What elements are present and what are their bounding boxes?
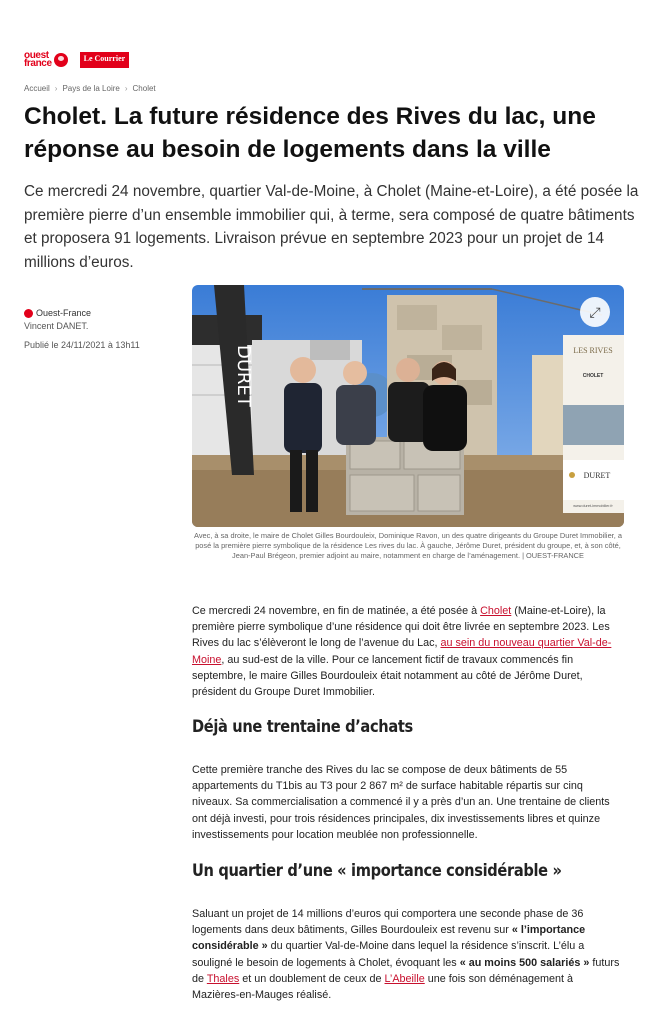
link-thales[interactable]: Thales <box>206 972 240 985</box>
breadcrumb-item-pays-de-la-loire[interactable]: Pays de la Loire <box>62 84 120 93</box>
paragraph-2: Cette première tranche des Rives du lac se compose de deux bâtiments de 55 appartements du T1bis au T3 pour 2 867 m² de surface habitable répartis sur cinq niveaux. Sa commercialisation a commencé il y a près d’un an. Une trentaine de clients ont déjà investi, pour trois résidences principales, dix investissements libres et quinze investissements pour location meublée non professionnelle. <box>192 764 610 841</box>
paragraph-1: Ce mercredi 24 novembre, en fin de matinée, a été posée à Cholet (Maine-et-Loire), la première pierre symbolique d’une résidence qui doit être livrée en septembre 2023. Les Rives du lac s’élèveront le long de l’avenue du Lac, au sein du nouveau quartier Val-de-Moine, au sud-est de la ville. Pour ce lancement fictif de travaux commencés fin septembre, le maire Gilles Bourdouleix était notamment au côté de Jérôme Duret, président du Groupe Duret Immobilier. <box>192 605 612 699</box>
source-name: Ouest-France <box>36 308 92 318</box>
photo-caption: Avec, à sa droite, le maire de Cholet Gilles Bourdouleix, Dominique Ravon, un des quatre dirigeants du Groupe Duret Immobilier, a posé la première pierre symbolique de la résidence Les rives du lac. À gauche, Jérôme Duret, président du groupe, et, à son côté, Jean-Paul Brégeon, premier adjoint au maire, notamment en charge de l’aménagement. | OUEST-FRANCE <box>194 531 622 560</box>
article-source <box>24 307 140 320</box>
author-name[interactable]: Vincent DANET. <box>24 321 89 331</box>
article-photo[interactable] <box>192 285 624 527</box>
link-labeille[interactable]: L’Abeille <box>384 972 425 985</box>
ouest-france-logo-line1: ouest <box>24 50 49 61</box>
paragraph-3: Saluant un projet de 14 millions d’euros qui comportera une seconde phase de 36 logements dans deux bâtiments, Gilles Bourdouleix est revenu sur « l’importance considérable » du quartier Val-de-Moine dans lequel la résidence s’inscrit. L’élu a souligné le besoin de logements à Cholet, évoquant les « au moins 500 salariés » futurs de Thales et un doublement de ceux de L’Abeille une fois son déménagement à Mazières-en-Mauges réalisé. <box>192 908 620 1002</box>
quote-importance: « l’importance considérable » <box>192 924 586 953</box>
sign-title: LES RIVES <box>573 346 613 355</box>
breadcrumb-separator-icon: › <box>124 84 128 93</box>
sign-url: www.duret-immobilier.fr <box>573 504 613 508</box>
sign-brand: DURET <box>583 471 611 480</box>
ouest-france-icon <box>24 309 33 318</box>
duret-banner-text: DURET <box>233 345 254 407</box>
breadcrumb-separator-icon: › <box>54 84 58 93</box>
photo-illustration <box>192 285 624 527</box>
le-courrier-logo[interactable]: Le Courrier <box>80 52 130 68</box>
link-cholet[interactable]: Cholet <box>480 605 512 617</box>
breadcrumb-item-accueil[interactable]: Accueil <box>24 84 50 93</box>
article-meta <box>24 307 140 352</box>
ouest-france-logo-line2: france <box>24 58 52 69</box>
sign-subtitle: CHOLET <box>582 373 604 379</box>
article-lead: Ce mercredi 24 novembre, quartier Val-de-Moine, à Cholet (Maine-et-Loire), a été posée la première pierre d’un ensemble immobilier qui, à terme, sera composé de quatre bâtiments et proposera 91 logements. Livraison prévue en septembre 2023 pour un projet de 14 millions d’euros. <box>24 183 639 271</box>
publish-date: Publié le 24/11/2021 à 13h11 <box>24 340 140 350</box>
section-heading-quartier: Un quartier d’une « importance considérable » <box>192 861 562 881</box>
section-heading-achats: Déjà une trentaine d’achats <box>192 717 413 737</box>
article-title: Cholet. La future résidence des Rives du lac, une réponse au besoin de logements dans la ville <box>24 103 596 163</box>
header-logos <box>24 52 129 68</box>
ouest-france-logo[interactable] <box>24 52 68 68</box>
breadcrumb <box>24 84 156 93</box>
ouest-france-logo-icon <box>54 53 68 67</box>
expand-icon: ⤢ <box>589 303 601 320</box>
breadcrumb-item-cholet[interactable]: Cholet <box>132 84 156 93</box>
expand-photo-button[interactable] <box>580 297 610 327</box>
quote-salaries: « au moins 500 salariés » <box>459 956 590 969</box>
link-val-de-moine[interactable]: au sein du nouveau quartier Val-de-Moine <box>192 637 612 666</box>
